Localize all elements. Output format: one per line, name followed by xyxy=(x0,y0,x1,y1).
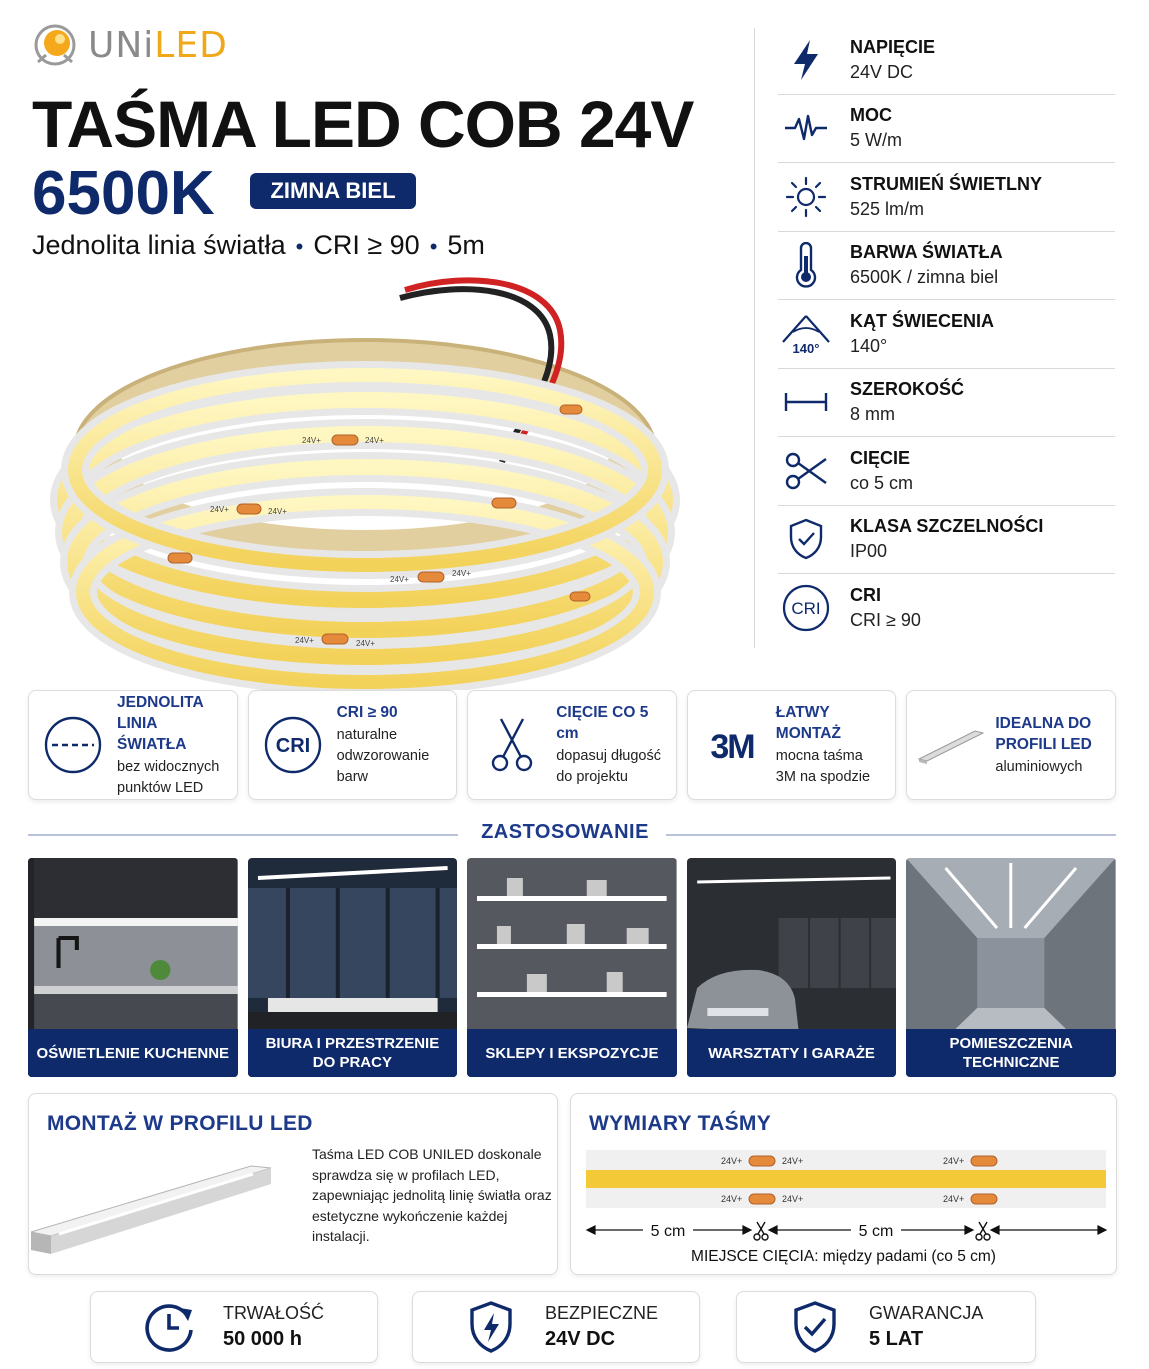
cri-icon xyxy=(778,583,834,633)
application-label: POMIESZCZENIA TECHNICZNE xyxy=(906,1029,1116,1077)
spec-label: CIĘCIE xyxy=(850,447,911,468)
feature-title: IDEALNA DO PROFILI LED xyxy=(995,714,1092,753)
spec-value: co 5 cm xyxy=(850,472,914,493)
width-icon xyxy=(778,377,834,427)
spec-ip-rating xyxy=(778,506,1115,575)
vertical-divider xyxy=(754,28,755,648)
brand-name xyxy=(88,25,228,66)
subtitle-part-2: CRI ≥ 90 xyxy=(313,230,420,260)
pad-label: 24V+ xyxy=(782,1156,804,1166)
footer-safety xyxy=(412,1291,700,1363)
spec-label: BARWA ŚWIATŁA xyxy=(850,242,1003,263)
subtitle-part-1: Jednolita linia światła xyxy=(32,230,286,260)
uniform-line-icon xyxy=(39,711,107,779)
brand-logo xyxy=(32,22,292,68)
pad-label: 24V+ xyxy=(943,1156,965,1166)
section-rule-left xyxy=(28,834,458,836)
spec-label: KĄT ŚWIECENIA xyxy=(850,310,994,331)
feature-desc: bez widocznych punktów LED xyxy=(117,758,220,796)
section-rule-right xyxy=(666,834,1116,836)
spec-value: IP00 xyxy=(850,541,888,562)
pad-label: 24V+ xyxy=(943,1194,965,1204)
spec-cri xyxy=(778,574,1115,643)
angle-icon-label: 140° xyxy=(792,340,820,356)
feature-desc: aluminiowych xyxy=(995,758,1083,775)
spec-voltage xyxy=(778,26,1115,95)
feature-title: CIĘCIE CO 5 cm xyxy=(556,704,649,742)
brand-suffix: LED xyxy=(154,24,228,66)
application-office xyxy=(248,858,458,1077)
aluminium-profile-icon xyxy=(917,711,985,779)
application-shops xyxy=(467,858,677,1077)
spec-value: 8 mm xyxy=(850,404,895,425)
feature-desc: naturalne odwzorowanie barw xyxy=(336,727,430,785)
cri-icon xyxy=(259,711,327,779)
application-technical-rooms xyxy=(906,858,1116,1077)
feature-title: ŁATWY MONTAŻ xyxy=(775,704,841,742)
feature-cutting xyxy=(467,690,677,800)
application-kitchen xyxy=(28,858,238,1077)
feature-uniform-light xyxy=(28,690,238,800)
feature-profiles xyxy=(906,690,1116,800)
application-label: BIURA I PRZESTRZENIE DO PRACY xyxy=(248,1029,458,1077)
pad-marking: 24V+ xyxy=(302,436,321,445)
shield-bolt-icon xyxy=(463,1299,519,1355)
feature-desc: dopasuj długość do projektu xyxy=(556,748,661,785)
spec-width xyxy=(778,369,1115,438)
footer-value: 5 LAT xyxy=(869,1328,924,1350)
sun-icon xyxy=(778,172,834,222)
spec-label: NAPIĘCIE xyxy=(850,36,936,57)
footer-value: 50 000 h xyxy=(223,1328,302,1350)
spec-value: 5 W/m xyxy=(850,130,902,151)
bullet: • xyxy=(429,234,438,259)
color-temperature: 6500K xyxy=(32,159,215,228)
cri-icon-label: CRI xyxy=(275,735,310,757)
spec-label: SZEROKOŚĆ xyxy=(850,379,965,400)
shield-check-icon xyxy=(787,1299,843,1355)
3m-logo-text: 3M xyxy=(710,728,754,765)
feature-mounting xyxy=(687,690,897,800)
strip-dimension-diagram xyxy=(571,1146,1118,1244)
spec-value: 6500K / zimna biel xyxy=(850,267,999,288)
spec-value: 525 lm/m xyxy=(850,198,925,219)
scissors-icon xyxy=(778,446,834,496)
spec-label: MOC xyxy=(850,105,892,126)
feature-desc: mocna taśma 3M na spodzie xyxy=(775,748,871,785)
pad-marking: 24V+ xyxy=(295,636,314,645)
feature-title: JEDNOLITA LINIA ŚWIATŁA xyxy=(117,693,204,753)
spec-luminous-flux xyxy=(778,163,1115,232)
pad-marking: 24V+ xyxy=(268,507,287,516)
scissors-icon xyxy=(478,711,546,779)
dimensions-title: WYMIARY TAŚMY xyxy=(589,1112,772,1135)
scissors-icon xyxy=(976,1222,990,1240)
section-title: ZASTOSOWANIE xyxy=(481,821,649,843)
spec-value: 24V DC xyxy=(850,61,914,82)
pad-marking: 24V+ xyxy=(210,505,229,514)
spec-cutting xyxy=(778,437,1115,506)
clock-icon xyxy=(141,1299,197,1355)
spec-label: STRUMIEŃ ŚWIETLNY xyxy=(850,173,1042,194)
pulse-icon xyxy=(778,103,834,153)
subtitle-part-3: 5m xyxy=(447,230,485,260)
pad-label: 24V+ xyxy=(721,1194,743,1204)
feature-title: CRI ≥ 90 xyxy=(336,704,398,721)
page-title: TAŚMA LED COB 24V xyxy=(32,87,694,161)
footer-warranty xyxy=(736,1291,1036,1363)
footer-label: TRWAŁOŚĆ xyxy=(223,1303,325,1323)
application-label: SKLEPY I EKSPOZYCJE xyxy=(467,1029,677,1077)
application-tiles xyxy=(28,858,1116,1077)
thermometer-icon xyxy=(778,240,834,290)
cri-icon-label: CRI xyxy=(791,599,821,619)
footer-label: GWARANCJA xyxy=(869,1303,984,1323)
feature-cards xyxy=(28,690,1116,800)
spec-label: CRI xyxy=(850,585,881,606)
mounting-panel xyxy=(28,1093,558,1275)
spec-label: KLASA SZCZELNOŚCI xyxy=(850,516,1044,537)
mounting-title: MONTAŻ W PROFILU LED xyxy=(47,1112,313,1135)
application-workshop xyxy=(687,858,897,1077)
subtitle xyxy=(32,230,485,261)
pad-marking: 24V+ xyxy=(390,575,409,584)
segment-length: 5 cm xyxy=(858,1223,894,1240)
color-badge: ZIMNA BIEL xyxy=(250,173,416,209)
shield-check-icon xyxy=(778,514,834,564)
segment-length: 5 cm xyxy=(650,1223,686,1240)
angle-icon xyxy=(778,309,834,359)
spec-power xyxy=(778,95,1115,164)
spec-value: 140° xyxy=(850,335,888,356)
spec-list xyxy=(778,26,1115,643)
spec-value: CRI ≥ 90 xyxy=(850,610,921,631)
scissors-icon xyxy=(754,1222,768,1240)
feature-cri xyxy=(248,690,458,800)
footer-label: BEZPIECZNE xyxy=(545,1303,659,1323)
logo-icon xyxy=(32,22,78,68)
footer-value: 24V DC xyxy=(545,1328,616,1350)
brand-prefix: UNi xyxy=(88,24,155,66)
mounting-description: Taśma LED COB UNILED doskonale sprawdza się w profilach LED, zapewniając jednolitą linię światła oraz estetyczne wykończenie każdej instalacji. xyxy=(312,1146,552,1244)
cut-point-note: MIEJSCE CIĘCIA: między padami (co 5 cm) xyxy=(691,1248,996,1265)
application-label: WARSZTATY I GARAŻE xyxy=(687,1029,897,1077)
led-profile-image xyxy=(29,1150,279,1262)
pad-marking: 24V+ xyxy=(365,436,384,445)
led-strip-reel-image xyxy=(40,270,690,690)
3m-logo-icon xyxy=(698,711,766,779)
pad-label: 24V+ xyxy=(782,1194,804,1204)
spec-beam-angle xyxy=(778,300,1115,369)
footer-durability xyxy=(90,1291,378,1363)
pad-marking: 24V+ xyxy=(452,569,471,578)
lightning-icon xyxy=(778,35,834,85)
spec-light-color xyxy=(778,232,1115,301)
bullet: • xyxy=(295,234,304,259)
pad-marking: 24V+ xyxy=(356,639,375,648)
pad-label: 24V+ xyxy=(721,1156,743,1166)
application-label: OŚWIETLENIE KUCHENNE xyxy=(28,1029,238,1077)
dimensions-panel xyxy=(570,1093,1117,1275)
